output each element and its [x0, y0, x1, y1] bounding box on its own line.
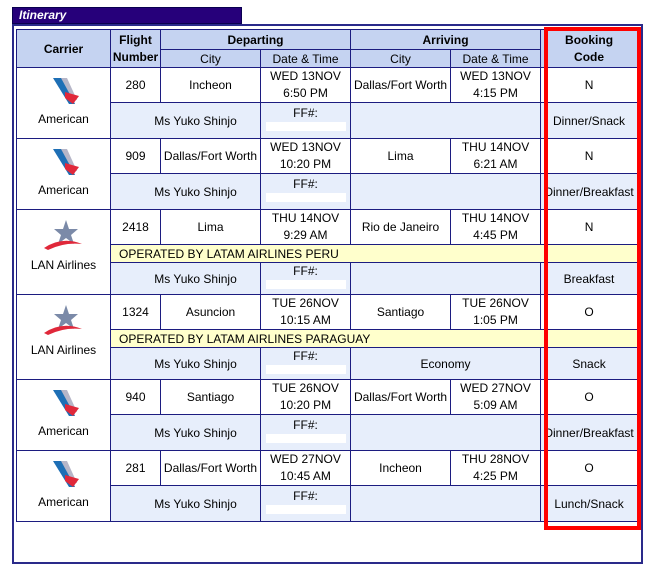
meal-service: Snack [541, 348, 638, 380]
passenger-row [17, 263, 638, 295]
arrival-city: Rio de Janeiro [351, 210, 451, 245]
flight-row [17, 139, 638, 174]
departure-time: 10:20 PM [279, 157, 332, 171]
flight-number: 2418 [111, 210, 161, 245]
booking-code: N [541, 68, 638, 103]
carrier-name: American [38, 495, 89, 509]
departure-datetime [261, 295, 351, 330]
departure-date: WED 13NOV [270, 69, 341, 83]
flight-row [17, 210, 638, 245]
arrival-datetime [451, 68, 541, 103]
booking-code: O [541, 295, 638, 330]
departure-date: THU 14NOV [271, 211, 340, 225]
operated-by-note: OPERATED BY LATAM AIRLINES PARAGUAY [111, 330, 638, 348]
flight-number: 280 [111, 68, 161, 103]
departure-datetime [261, 139, 351, 174]
departure-date: TUE 26NOV [272, 381, 339, 395]
lan-airlines-logo-icon [42, 303, 86, 337]
frequent-flyer-number-field [266, 365, 346, 374]
arrival-date: WED 13NOV [460, 69, 531, 83]
departure-date: WED 13NOV [270, 140, 341, 154]
passenger-name: Ms Yuko Shinjo [111, 415, 261, 451]
arrival-city: Santiago [351, 295, 451, 330]
flight-row [17, 68, 638, 103]
flight-row [17, 380, 638, 415]
header-arr-city: City [351, 50, 451, 68]
arrival-date: THU 14NOV [461, 211, 530, 225]
arrival-datetime [451, 210, 541, 245]
header-flight-number [111, 30, 161, 68]
departure-time: 10:20 PM [279, 398, 332, 412]
frequent-flyer-number-field [266, 122, 346, 131]
american-airlines-logo-icon [47, 459, 81, 489]
arrival-time: 1:05 PM [473, 313, 518, 327]
departure-city: Santiago [161, 380, 261, 415]
arrival-city: Incheon [351, 451, 451, 486]
carrier-name: LAN Airlines [30, 343, 97, 357]
passenger-row [17, 415, 638, 451]
arrival-city: Lima [351, 139, 451, 174]
carrier-cell [17, 295, 111, 380]
header-booking-code-line2: Code [574, 49, 605, 64]
booking-code: O [541, 451, 638, 486]
header-departing: Departing [161, 30, 351, 50]
booking-code: N [541, 210, 638, 245]
departure-date: TUE 26NOV [272, 296, 339, 310]
header-booking-code-line1: Booking [565, 32, 614, 47]
arrival-time: 5:09 AM [473, 398, 518, 412]
booking-code: N [541, 139, 638, 174]
header-flight-number-line2: Number [112, 49, 159, 64]
arrival-date: WED 27NOV [460, 381, 531, 395]
carrier-name: American [38, 112, 89, 126]
meal-service: Lunch/Snack [541, 486, 638, 522]
frequent-flyer-cell [261, 486, 351, 522]
passenger-row [17, 486, 638, 522]
booking-code: O [541, 380, 638, 415]
passenger-name: Ms Yuko Shinjo [111, 486, 261, 522]
departure-datetime [261, 451, 351, 486]
arrival-datetime [451, 139, 541, 174]
meal-service: Dinner/Breakfast [541, 415, 638, 451]
frequent-flyer-label: FF#: [293, 418, 318, 432]
carrier-name: American [38, 424, 89, 438]
frequent-flyer-cell [261, 348, 351, 380]
carrier-name: LAN Airlines [30, 258, 97, 272]
departure-date: WED 27NOV [270, 452, 341, 466]
american-airlines-logo-icon [47, 388, 81, 418]
meal-service: Breakfast [541, 263, 638, 295]
frequent-flyer-label: FF#: [293, 349, 318, 363]
cabin-class [351, 486, 541, 522]
frequent-flyer-cell [261, 415, 351, 451]
passenger-row [17, 348, 638, 380]
cabin-class: Economy [351, 348, 541, 380]
passenger-name: Ms Yuko Shinjo [111, 103, 261, 139]
departure-city: Incheon [161, 68, 261, 103]
arrival-time: 4:45 PM [473, 228, 518, 242]
header-dep-datetime: Date & Time [261, 50, 351, 68]
cabin-class [351, 263, 541, 295]
frequent-flyer-cell [261, 263, 351, 295]
operated-by-row [17, 245, 638, 263]
carrier-cell [17, 68, 111, 139]
flight-number: 940 [111, 380, 161, 415]
header-arriving: Arriving [351, 30, 541, 50]
flight-row [17, 451, 638, 486]
arrival-datetime [451, 451, 541, 486]
itinerary-table [16, 29, 638, 522]
flight-number: 1324 [111, 295, 161, 330]
cabin-class [351, 415, 541, 451]
passenger-name: Ms Yuko Shinjo [111, 174, 261, 210]
meal-service: Dinner/Breakfast [541, 174, 638, 210]
departure-time: 10:45 AM [280, 469, 331, 483]
departure-time: 10:15 AM [280, 313, 331, 327]
frequent-flyer-number-field [266, 505, 346, 514]
frequent-flyer-cell [261, 103, 351, 139]
departure-city: Dallas/Fort Worth [161, 451, 261, 486]
passenger-name: Ms Yuko Shinjo [111, 348, 261, 380]
american-airlines-logo-icon [47, 147, 81, 177]
carrier-cell [17, 380, 111, 451]
frequent-flyer-number-field [266, 434, 346, 443]
passenger-name: Ms Yuko Shinjo [111, 263, 261, 295]
header-dep-city: City [161, 50, 261, 68]
arrival-date: THU 14NOV [461, 140, 530, 154]
arrival-city: Dallas/Fort Worth [351, 68, 451, 103]
departure-datetime [261, 380, 351, 415]
itinerary-tab [12, 7, 242, 24]
arrival-datetime [451, 380, 541, 415]
arrival-time: 4:15 PM [473, 86, 518, 100]
departure-datetime [261, 68, 351, 103]
arrival-date: TUE 26NOV [462, 296, 529, 310]
itinerary-tab-label: Itinerary [19, 8, 67, 22]
operated-by-note: OPERATED BY LATAM AIRLINES PERU [111, 245, 638, 263]
cabin-class [351, 174, 541, 210]
carrier-cell [17, 210, 111, 295]
arrival-city: Dallas/Fort Worth [351, 380, 451, 415]
frequent-flyer-number-field [266, 193, 346, 202]
carrier-cell [17, 139, 111, 210]
header-booking-code [541, 30, 638, 68]
frequent-flyer-cell [261, 174, 351, 210]
header-flight-number-line1: Flight [119, 32, 152, 47]
american-airlines-logo-icon [47, 76, 81, 106]
flight-row [17, 295, 638, 330]
header-carrier: Carrier [17, 30, 111, 68]
departure-city: Dallas/Fort Worth [161, 139, 261, 174]
passenger-row [17, 103, 638, 139]
carrier-name: American [38, 183, 89, 197]
frequent-flyer-label: FF#: [293, 264, 318, 278]
meal-service: Dinner/Snack [541, 103, 638, 139]
operated-by-row [17, 330, 638, 348]
itinerary-body [17, 68, 638, 522]
departure-time: 9:29 AM [283, 228, 328, 242]
frequent-flyer-label: FF#: [293, 177, 318, 191]
arrival-time: 4:25 PM [473, 469, 518, 483]
lan-airlines-logo-icon [42, 218, 86, 252]
departure-time: 6:50 PM [283, 86, 328, 100]
flight-number: 909 [111, 139, 161, 174]
frequent-flyer-number-field [266, 280, 346, 289]
carrier-cell [17, 451, 111, 522]
frequent-flyer-label: FF#: [293, 106, 318, 120]
departure-datetime [261, 210, 351, 245]
arrival-time: 6:21 AM [473, 157, 518, 171]
departure-city: Lima [161, 210, 261, 245]
arrival-datetime [451, 295, 541, 330]
header-arr-datetime: Date & Time [451, 50, 541, 68]
frequent-flyer-label: FF#: [293, 489, 318, 503]
arrival-date: THU 28NOV [461, 452, 530, 466]
cabin-class [351, 103, 541, 139]
flight-number: 281 [111, 451, 161, 486]
passenger-row [17, 174, 638, 210]
departure-city: Asuncion [161, 295, 261, 330]
